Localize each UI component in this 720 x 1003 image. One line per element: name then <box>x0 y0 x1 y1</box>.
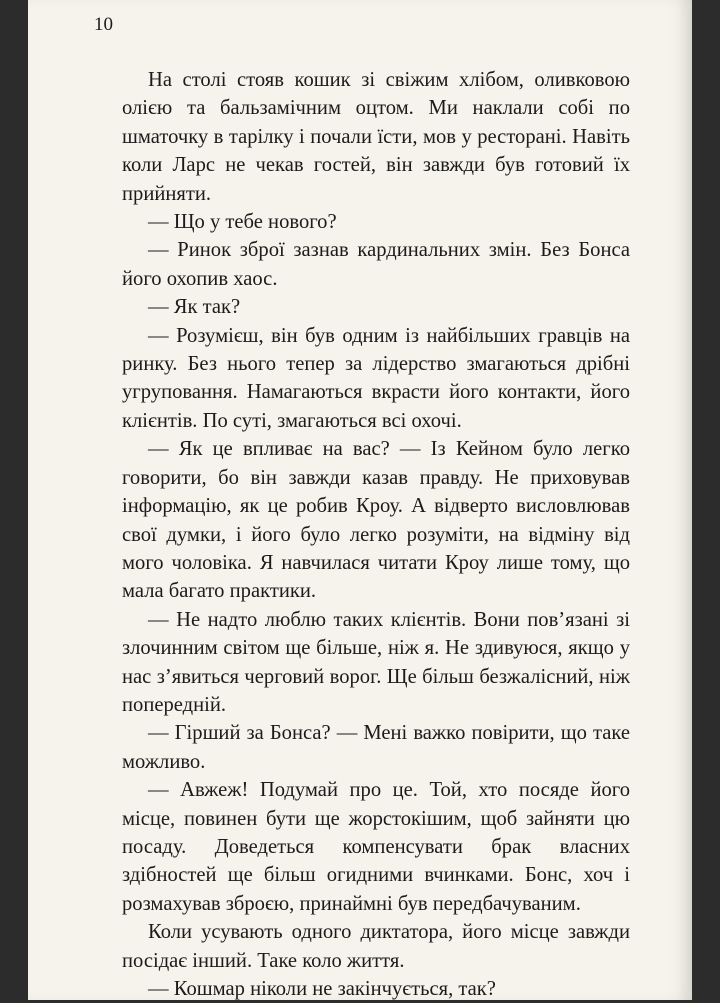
book-page <box>28 0 692 1000</box>
paragraph: — Кошмар ніколи не закінчується, так? <box>148 978 496 1000</box>
paragraph: Коли усувають одного диктатора, його місце завжди посідає інший. Таке коло життя. <box>122 921 630 972</box>
body-text <box>122 66 630 1003</box>
paragraph: — Розумієш, він був одним із найбільших гравців на ринку. Без нього тепер за лідерство змагаються дрібні угруповання. Намагаються вкрасти його контакти, його клієнтів. По суті, змагаються всі охочі. <box>122 324 630 432</box>
paragraph: — Авжеж! Подумай про це. Той, хто посяде його місце, повинен бути ще жорстокішим, щоб зайняти цю посаду. Доведеться компенсувати брак власних здібностей ще більш огидними вчинками. Бонс, хоч і розмахував зброєю, принаймні був передбачуваним. <box>122 779 630 915</box>
paragraph: — Як так? <box>148 296 241 319</box>
paragraph: — Що у тебе нового? <box>148 211 337 234</box>
paragraph: — Гірший за Бонса? — Мені важко повірити, що таке можливо. <box>122 722 630 773</box>
paragraph: На столі стояв кошик зі свіжим хлібом, оливковою олією та бальзамічним оцтом. Ми наклали собі по шматочку в тарілку і почали їсти, мов у ресторані. Навіть коли Ларс не чекав гостей, він завжди був готовий їх прийняти. <box>122 69 630 205</box>
page-number: 10 <box>94 14 113 35</box>
paragraph: — Ринок зброї зазнав кардинальних змін. Без Бонса його охопив хаос. <box>122 239 630 290</box>
paragraph: — Не надто люблю таких клієнтів. Вони пов’язані зі злочинним світом ще більше, ніж я. Не здивуюся, якщо у нас з’явиться черговий ворог. Ще більш безжалісний, ніж попередній. <box>122 608 630 716</box>
paragraph: — Як це впливає на вас? — Із Кейном було легко говорити, бо він завжди казав правду. Не приховував інформацію, як це робив Кроу. А відверто висловлював свої думки, і його було легко розуміти, на відміну від мого чоловіка. Я навчилася читати Кроу лише тому, що мала багато практики. <box>122 438 630 603</box>
